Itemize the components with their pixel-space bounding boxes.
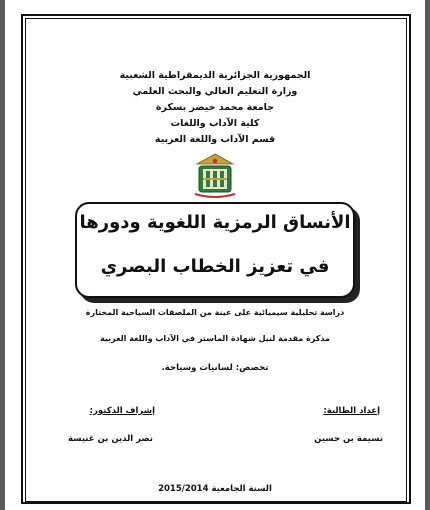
header-republic: الجمهورية الجزائرية الديمقراطية الشعبية: [119, 70, 311, 81]
supervisor-label: إشراف الدكتور:: [89, 406, 155, 416]
supervisor-name: نصر الدين بن غنيسة: [68, 434, 153, 444]
thesis-title-line2: في تعزيز الخطاب البصري: [100, 256, 330, 277]
academic-year: السنة الجامعية 2015/2014: [158, 484, 272, 494]
university-emblem-icon: [191, 150, 239, 200]
header-ministry: وزارة التعليم العالي والبحث العلمي: [132, 86, 298, 97]
document-page: [5, 0, 425, 510]
thesis-purpose: مذكرة مقدمة لنيل شهادة الماستر في الآداب واللغة العربية: [100, 334, 330, 343]
student-name: نسيمة بن حسين: [314, 434, 383, 444]
specialty: تخصص: لسانيات وسياحة.: [161, 363, 269, 373]
header-university: جامعة محمد خيضر بسكرة: [155, 102, 275, 113]
header-department: قسم الآداب واللغة العربية: [154, 134, 276, 145]
student-label: إعداد الطالبة:: [323, 406, 380, 416]
header-faculty: كلية الآداب واللغات: [170, 118, 260, 129]
study-description: دراسة تحليلية سيميائية على عينة من الملصقات السياحية المختارة: [85, 308, 345, 317]
thesis-title-line1: الأنساق الرمزية اللغوية ودورها: [79, 212, 351, 233]
